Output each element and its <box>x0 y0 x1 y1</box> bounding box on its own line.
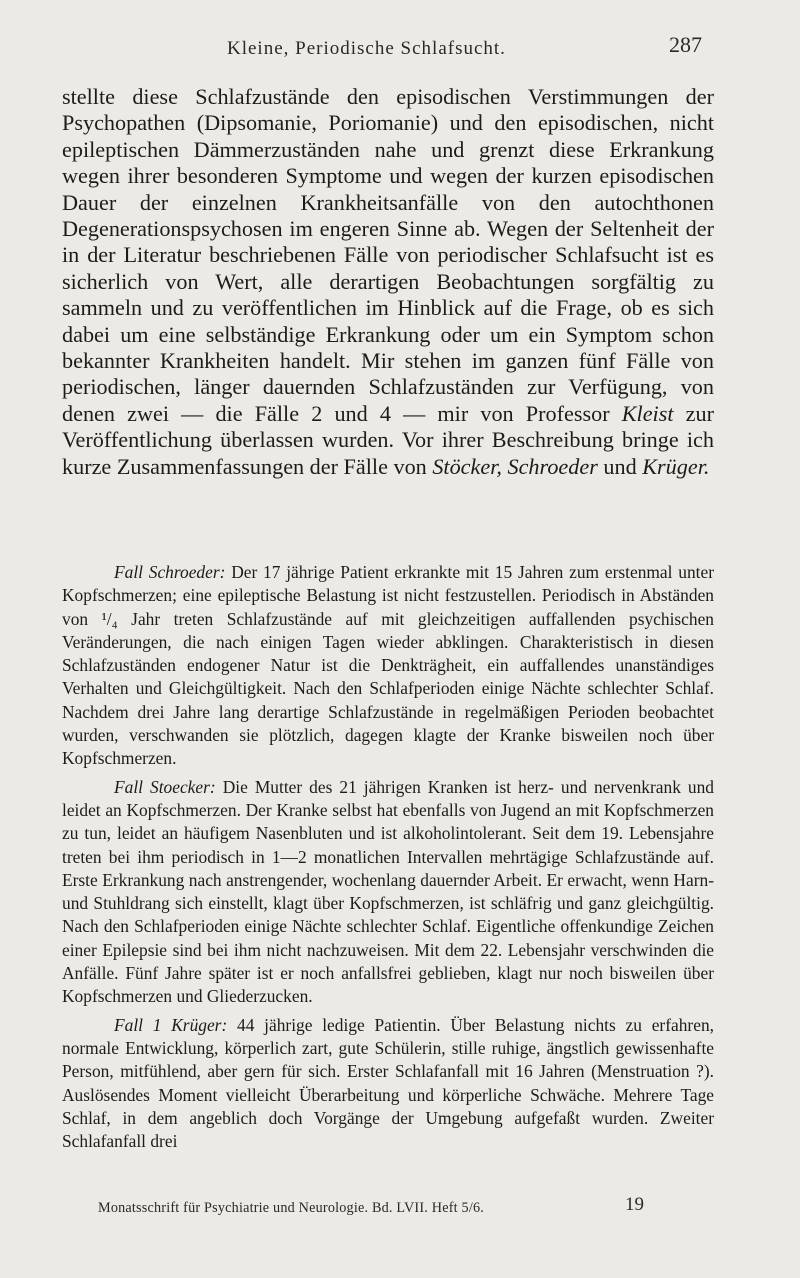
author-name-krueger: Krüger. <box>642 453 710 479</box>
case-title: Fall Schroeder: <box>114 562 226 582</box>
case-title: Fall 1 Krüger: <box>114 1014 228 1035</box>
case-summaries <box>62 561 714 1158</box>
page-number: 287 <box>669 32 702 57</box>
case-schroeder <box>62 561 714 771</box>
journal-citation: Monatsschrift für Psychiatrie und Neurologie. Bd. LVII. Heft 5/6. <box>98 1200 485 1216</box>
case-title: Fall Stoecker: <box>114 776 216 797</box>
case-text: 44 jährige ledige Patientin. Über Belastung nichts zu erfahren, normale Entwicklung, körperlich zart, gute Schülerin, stille ruhige, ängstlich gewissenhafte Person, mitfühlend, aber gern für sich. Erster Schlafanfall mit 16 Jahren (Menstruation ?). Auslösendes Moment vielleicht Überarbeitung und körperliche Schwäche. Mehrere Tage Schlaf, in dem angeblich doch Vorgänge der Umgebung aufgefaßt wurden. Zweiter Schlafanfall drei <box>62 1014 714 1152</box>
case-krueger <box>62 1014 714 1154</box>
main-text <box>62 84 714 480</box>
main-text-part-1: stellte diese Schlafzustände den episodischen Verstimmungen der Psychopathen (Dipsomanie, Poriomanie) und den episodischen, nicht epileptischen Dämmerzuständen nahe und grenzt diese Erkrankung wegen ihrer besonderen Symptome und wegen der kurzen episodischen Dauer der einzelnen Krankheitsanfälle von den autochthonen Degenerationspsychosen im engeren Sinne ab. Wegen der Seltenheit der in der Literatur beschriebenen Fälle von periodischer Schlafsucht ist es sicherlich von Wert, alle derartigen Beobachtungen sorgfältig zu sammeln und zu veröffentlichen im Hinblick auf die Frage, ob es sich dabei um eine selbständige Erkrankung oder um ein Symptom schon bekannter Krankheiten handelt. Mir stehen im ganzen fünf Fälle von periodischen, länger dauernden Schlafzuständen zur Verfügung, von denen zwei — die Fälle 2 und 4 — mir von Professor <box>62 84 714 426</box>
author-name-schroeder: Schroeder <box>507 453 598 479</box>
case-text: Die Mutter des 21 jährigen Kranken ist herz- und nervenkrank und leidet an Kopfschmerzen. Der Kranke selbst hat ebenfalls von Jugend an mit Kopfschmerzen zu tun, leidet an häufigem Nasenbluten und ist alkoholintolerant. Seit dem 19. Lebensjahre treten bei ihm periodisch in 1—2 monatlichen Intervallen mehrtägige Schlafzustände auf. Erste Erkrankung nach anstrengender, wochenlang dauernder Arbeit. Er erwacht, wenn Harn- und Stuhldrang sich einstellt, klagt über Kopfschmerzen, ist schläfrig und ganz gleichgültig. Nach den Schlafperioden einige Nächte schlechter Schlaf. Eigentliche offenkundige Zeichen einer Epilepsie sind bei ihm nicht nachzuweisen. Mit dem 22. Lebensjahr verschwinden die Anfälle. Fünf Jahre später ist er noch anfallsfrei geblieben, klagt nur noch bisweilen über Kopfschmerzen und Gliederzucken. <box>62 776 714 1007</box>
sheet-number: 19 <box>625 1194 644 1215</box>
page-footer <box>98 1194 644 1224</box>
author-name-stoecker: Stöcker, <box>432 453 502 479</box>
author-name-kleist: Kleist <box>621 400 674 426</box>
case-text: Der 17 jährige Patient erkrankte mit 15 Jahren zum erstenmal unter Kopfschmerzen; eine epileptische Belastung ist nicht festzustellen. Periodisch in Abständen von ¹/₄ Jahr treten Schlafzustände auf mit gleichzeitigen auffallenden psychischen Veränderungen, die nach einigen Tagen wieder abklingen. Charakteristisch in diesen Schlafzuständen endogener Natur ist die Denkträgheit, ein auffallendes unanständiges Verhalten und Gleichgültigkeit. Nach den Schlafperioden einige Nächte schlechter Schlaf. Nachdem drei Jahre lang derartige Schlafzustände in regelmäßigen Perioden beobachtet wurden, verschwanden sie plötzlich, dagegen klagte der Kranke bisweilen noch über Kopfschmerzen. <box>62 562 714 769</box>
main-paragraph <box>62 84 714 480</box>
conjunction: und <box>603 453 637 479</box>
running-head: Kleine, Periodische Schlafsucht. <box>227 38 506 59</box>
main-text-part-2: zur Veröffentlichung überlassen wurden. Vor ihrer Beschreibung bringe ich kurze Zusammenfassungen der Fälle von <box>62 400 715 479</box>
case-stoecker <box>62 776 714 1009</box>
page-header <box>62 30 702 70</box>
